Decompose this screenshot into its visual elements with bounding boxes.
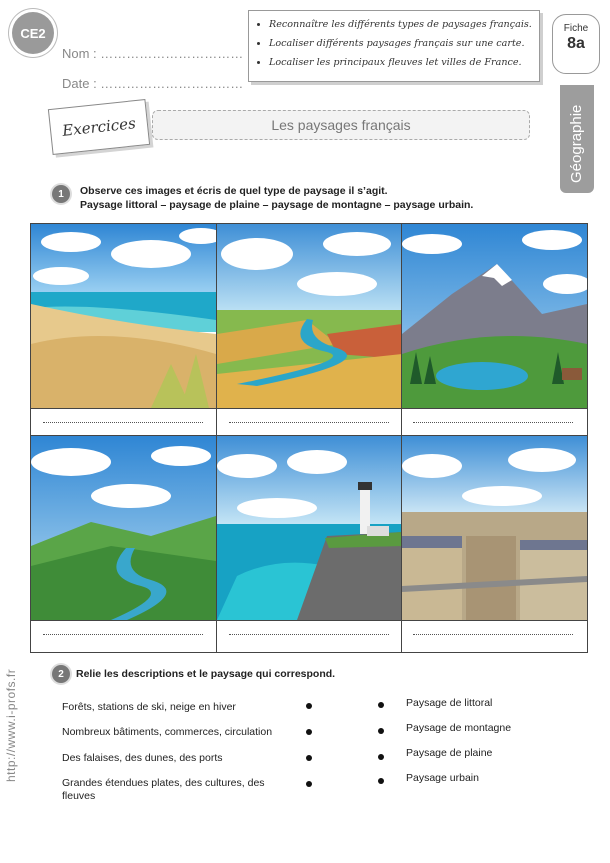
fiche-number: 8a [567,35,585,52]
grid-divider [31,620,587,621]
grid-divider [401,224,402,652]
answer-line-3[interactable] [413,422,573,423]
coastal-dunes-image [31,224,216,408]
subject-tab [560,85,594,193]
description-item: Nombreux bâtiments, commerces, circulation [62,726,273,738]
link-dot-right[interactable] [378,778,384,784]
link-dot-left[interactable] [306,781,312,787]
answer-line-1[interactable] [43,422,203,423]
question-instruction: Observe ces images et écris de quel type de paysage il s’agit. [80,185,388,197]
link-dot-right[interactable] [378,702,384,708]
grid-divider [31,435,587,436]
green-valley-image [31,436,216,620]
objective-item: • Localiser différents paysages français sur une carte. [269,34,533,53]
description-item: Des falaises, des dunes, des ports [62,752,223,764]
page-title: Les paysages français [152,110,530,140]
name-field[interactable]: Nom : …………………………… [62,46,244,61]
objectives-box [248,10,540,82]
date-field[interactable]: Date : …………………………… [62,76,244,91]
landscape-option: Paysage urbain [406,772,479,784]
link-dot-left[interactable] [306,729,312,735]
objective-item: • Reconnaître les différents types de paysages français. [269,15,533,34]
mountain-lake-image [402,224,587,408]
plain-river-image [217,224,402,408]
landscape-option: Paysage de plaine [406,747,493,759]
question-number: 1 [52,185,70,203]
fiche-tab [552,14,600,74]
objective-item: • Localiser les principaux fleuves let villes de France. [269,53,533,72]
subject-label: Géographie [568,104,585,183]
link-dot-left[interactable] [306,755,312,761]
landscape-grid [30,223,588,653]
answer-line-4[interactable] [43,634,203,635]
level-badge: CE2 [12,12,54,54]
fiche-label: Fiche [563,23,589,34]
link-dot-right[interactable] [378,754,384,760]
site-url: http://www.i-profs.fr [4,668,18,782]
answer-line-2[interactable] [229,422,389,423]
link-dot-left[interactable] [306,703,312,709]
description-item: Forêts, stations de ski, neige en hiver [62,701,236,713]
city-image [402,436,587,620]
description-item: Grandes étendues plates, des cultures, des fleuves [62,777,265,802]
question-number: 2 [52,665,70,683]
lighthouse-cliff-image [217,436,402,620]
answer-line-5[interactable] [229,634,389,635]
question-instruction: Relie les descriptions et le paysage qui correspond. [76,668,336,680]
grid-divider [31,408,587,409]
link-dot-right[interactable] [378,728,384,734]
landscape-option: Paysage de montagne [406,722,512,734]
question-choices: Paysage littoral – paysage de plaine – paysage de montagne – paysage urbain. [80,199,474,211]
grid-divider [216,224,217,652]
exercise-tag: Exercices [48,99,150,155]
landscape-option: Paysage de littoral [406,697,493,709]
answer-line-6[interactable] [413,634,573,635]
